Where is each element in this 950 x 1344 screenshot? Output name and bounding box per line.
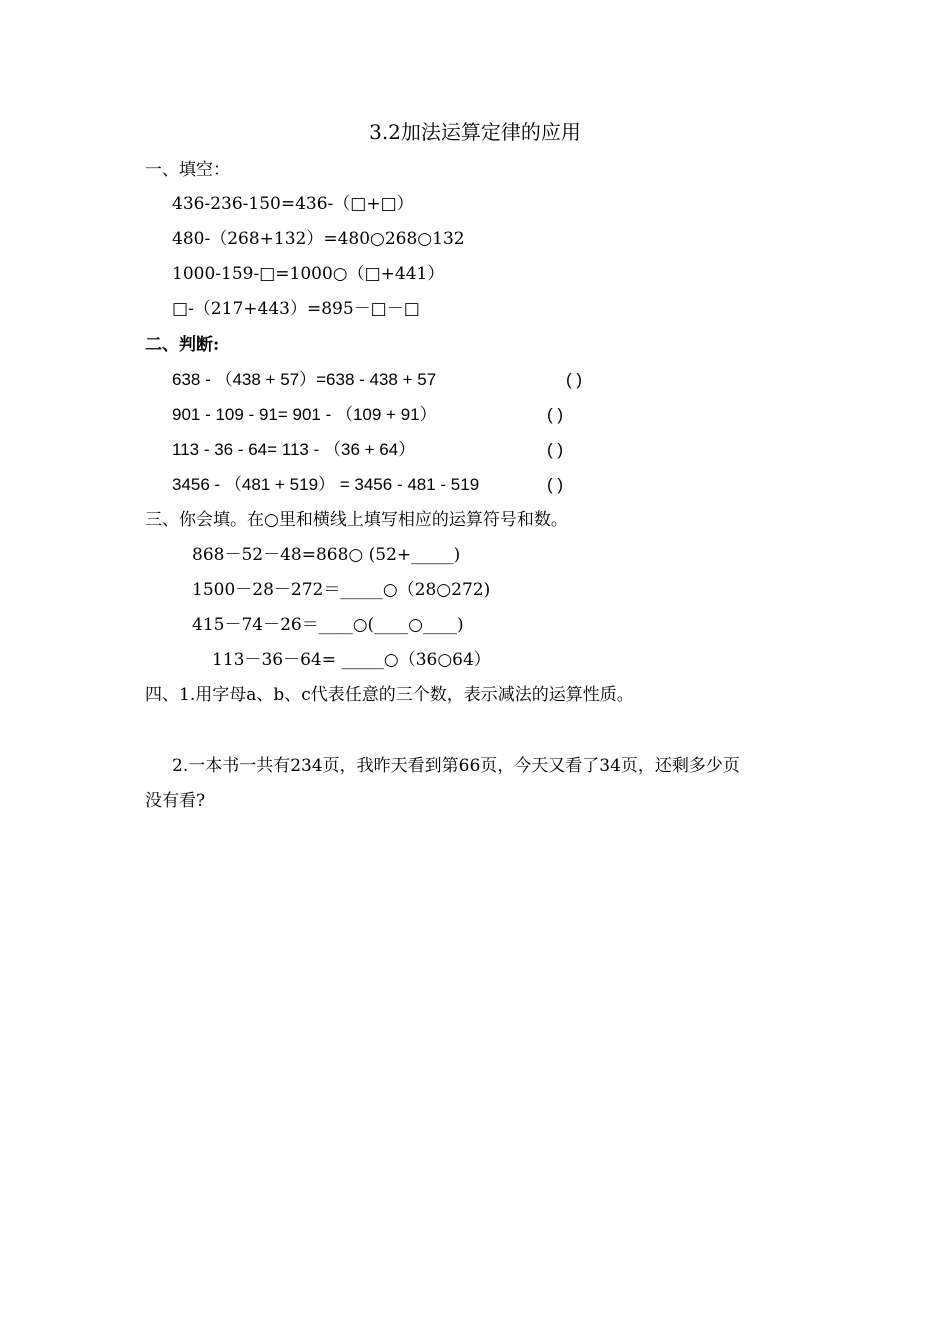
calc-item-3: 415－74－26＝____○(____○____) bbox=[192, 615, 464, 635]
judge-item-3: 113 - 36 - 64= 113 - （36 + 64） bbox=[172, 440, 416, 459]
judge-item-2: 901 - 109 - 91= 901 - （109 + 91） bbox=[172, 405, 437, 424]
fill-item-1: 436-236-150=436-（□+□） bbox=[172, 194, 414, 214]
section4-question-2-line1: 2.一本书一共有234页，我昨天看到第66页，今天又看了34页，还剩多少页 bbox=[172, 756, 740, 776]
judge-answer-3: ( ) bbox=[547, 440, 564, 459]
judge-answer-2: ( ) bbox=[547, 405, 564, 424]
judge-item-4: 3456 - （481 + 519） = 3456 - 481 - 519 bbox=[172, 475, 480, 494]
section4-question-1: 四、1.用字母a、b、c代表任意的三个数，表示减法的运算性质。 bbox=[145, 685, 634, 705]
calc-item-4: 113－36－64= _____○（36○64） bbox=[212, 650, 491, 670]
fill-item-2: 480-（268+132）=480○268○132 bbox=[172, 229, 465, 249]
section2-heading: 二、判断: bbox=[145, 335, 220, 355]
judge-answer-1: ( ) bbox=[566, 370, 583, 389]
fill-item-4: □-（217+443）=895－□－□ bbox=[172, 299, 420, 319]
calc-item-1: 868－52－48=868○ (52+_____) bbox=[192, 545, 461, 565]
calc-item-2: 1500－28－272＝_____○（28○272) bbox=[192, 580, 491, 600]
page-title: 3.2加法运算定律的应用 bbox=[369, 120, 581, 144]
fill-item-3: 1000-159-□=1000○（□+441） bbox=[172, 264, 445, 284]
judge-item-1: 638 - （438 + 57）=638 - 438 + 57 bbox=[172, 370, 437, 389]
section4-question-2-line2: 没有看? bbox=[145, 791, 206, 811]
judge-answer-4: ( ) bbox=[547, 475, 564, 494]
section1-heading: 一、填空： bbox=[145, 160, 230, 180]
section3-heading: 三、你会填。在○里和横线上填写相应的运算符号和数。 bbox=[145, 510, 568, 530]
